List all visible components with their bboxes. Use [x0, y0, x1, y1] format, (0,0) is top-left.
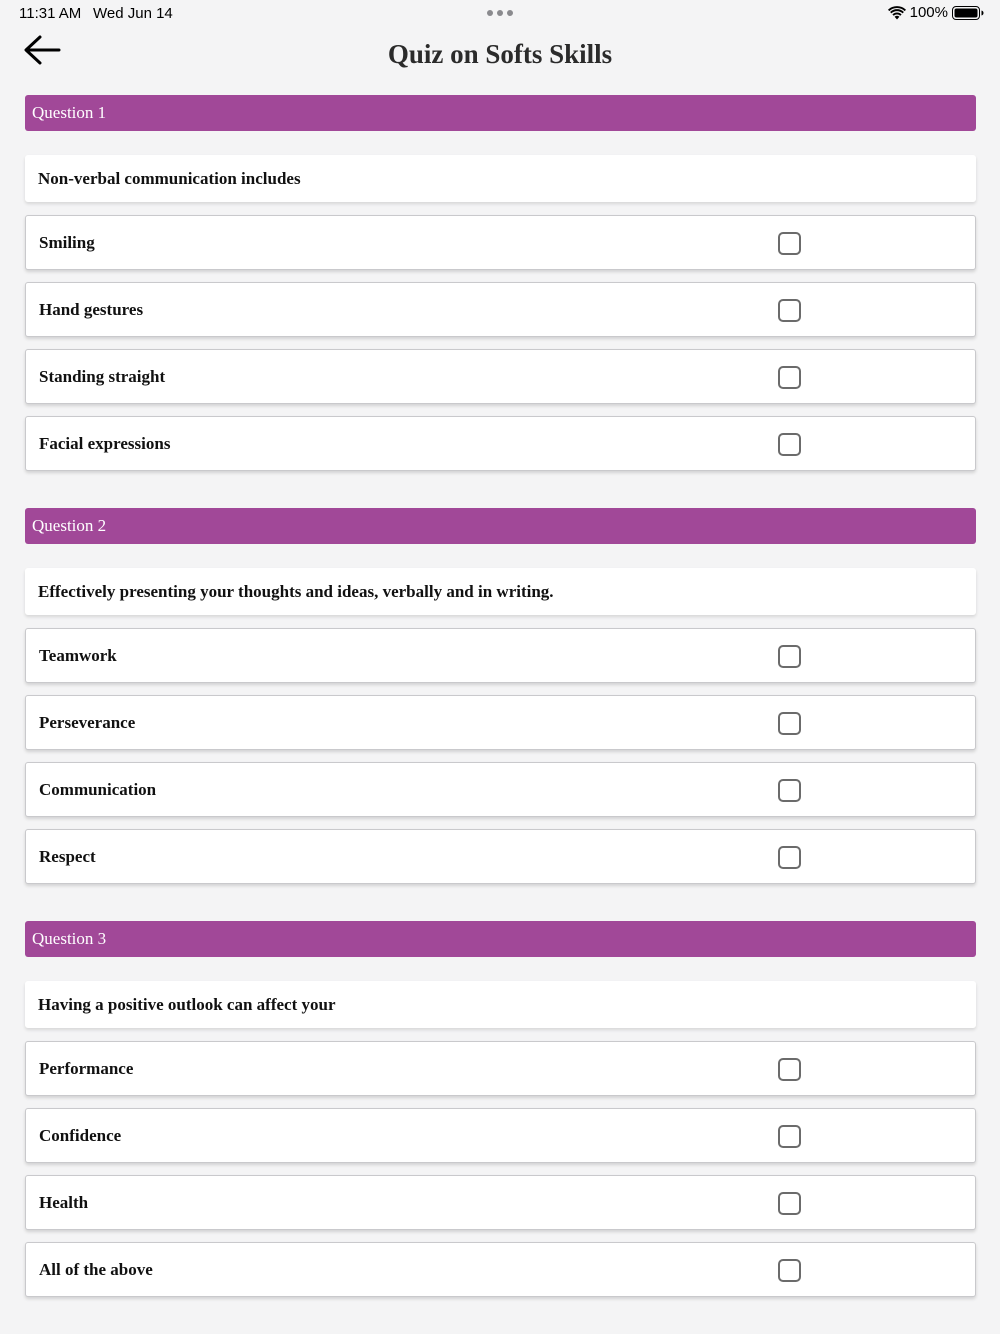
- answer-option[interactable]: [25, 628, 976, 683]
- answer-checkbox[interactable]: [778, 846, 801, 869]
- battery-icon: [952, 6, 984, 20]
- answer-option[interactable]: [25, 349, 976, 404]
- wifi-icon: [888, 6, 906, 20]
- answer-option[interactable]: [25, 1041, 976, 1096]
- answer-checkbox[interactable]: [778, 645, 801, 668]
- answer-checkbox[interactable]: [778, 232, 801, 255]
- question-header: Question 3: [25, 921, 976, 957]
- status-time: 11:31 AM: [19, 5, 82, 22]
- answer-option[interactable]: [25, 695, 976, 750]
- answer-option-label: Respect: [39, 847, 96, 866]
- question-text: Having a positive outlook can affect your: [25, 981, 976, 1028]
- answer-checkbox[interactable]: [778, 712, 801, 735]
- answer-option-label: Health: [39, 1193, 89, 1212]
- status-date: Wed Jun 14: [93, 5, 173, 22]
- answer-option-label: Facial expressions: [39, 434, 171, 453]
- battery-percent: 100%: [909, 4, 948, 21]
- page-title: Quiz on Softs Skills: [387, 39, 613, 69]
- answer-option-label: Performance: [39, 1059, 134, 1078]
- answer-checkbox[interactable]: [778, 1259, 801, 1282]
- answer-option-label: Standing straight: [39, 367, 166, 386]
- answer-option[interactable]: [25, 215, 976, 270]
- answer-option[interactable]: [25, 282, 976, 337]
- question-text: Non-verbal communication includes: [25, 155, 976, 202]
- status-bar: [0, 0, 1000, 28]
- answer-checkbox[interactable]: [778, 1125, 801, 1148]
- answer-option[interactable]: [25, 416, 976, 471]
- question-block: [25, 95, 976, 471]
- answer-option-label: Teamwork: [39, 646, 117, 665]
- answer-checkbox[interactable]: [778, 779, 801, 802]
- question-header: Question 1: [25, 95, 976, 131]
- answer-checkbox[interactable]: [778, 1192, 801, 1215]
- answer-checkbox[interactable]: [778, 433, 801, 456]
- answer-option-label: Communication: [39, 780, 157, 799]
- answer-option[interactable]: [25, 829, 976, 884]
- answer-option-label: Perseverance: [39, 713, 136, 732]
- answer-checkbox[interactable]: [778, 299, 801, 322]
- question-block: [25, 921, 976, 1297]
- answer-option[interactable]: [25, 1108, 976, 1163]
- answer-option-label: All of the above: [39, 1260, 153, 1279]
- status-indicators: [888, 4, 984, 21]
- answer-option[interactable]: [25, 1242, 976, 1297]
- answer-option[interactable]: [25, 762, 976, 817]
- answer-option-label: Smiling: [39, 233, 95, 252]
- answer-checkbox[interactable]: [778, 1058, 801, 1081]
- question-text: Effectively presenting your thoughts and ideas, verbally and in writing.: [25, 568, 976, 615]
- quiz-list: [25, 95, 976, 1334]
- question-block: [25, 508, 976, 884]
- answer-checkbox[interactable]: [778, 366, 801, 389]
- answer-option-label: Hand gestures: [39, 300, 144, 319]
- answer-option-label: Confidence: [39, 1126, 122, 1145]
- question-header: Question 2: [25, 508, 976, 544]
- multitasking-dots-icon[interactable]: [487, 10, 513, 16]
- answer-option[interactable]: [25, 1175, 976, 1230]
